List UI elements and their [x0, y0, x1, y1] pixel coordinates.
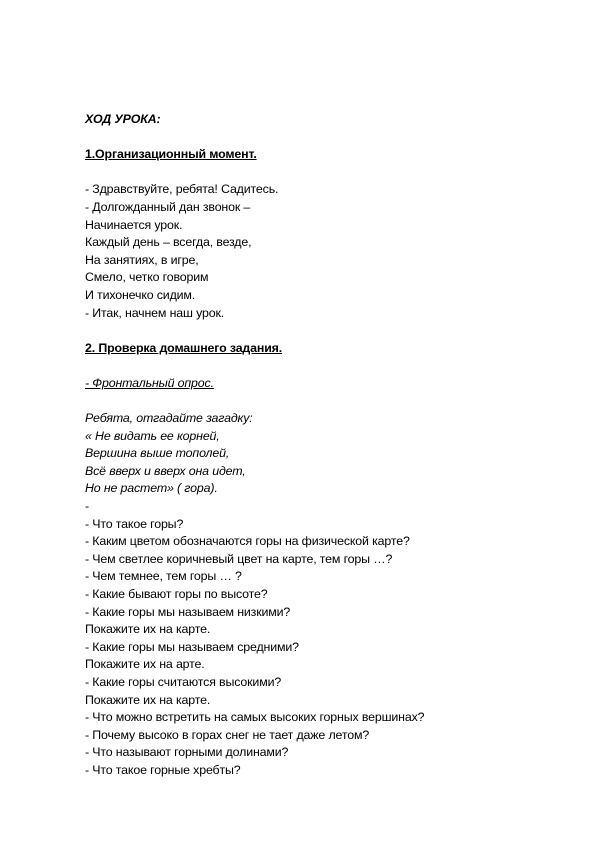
- document-page: [85, 111, 545, 780]
- text-line: - Долгожданный дан звонок –: [85, 199, 251, 214]
- section-2-subheading: - Фронтальный опрос.: [85, 375, 214, 390]
- text-line: Начинается урок.: [85, 217, 183, 232]
- page-title: ХОД УРОКА:: [85, 112, 161, 126]
- separator-dash: -: [85, 499, 89, 514]
- question-line: - Что можно встретить на самых высоких горных вершинах?: [85, 710, 425, 725]
- riddle-line: Вершина выше тополей,: [85, 446, 230, 461]
- section-2-heading: 2. Проверка домашнего задания.: [85, 340, 283, 355]
- question-line: Покажите их на карте.: [85, 692, 211, 707]
- section-1-heading: 1.Организационный момент.: [85, 147, 257, 162]
- spacer: [85, 393, 545, 411]
- riddle-line: Ребята, отгадайте загадку:: [85, 411, 253, 426]
- question-line: - Чем светлее коричневый цвет на карте, тем горы …?: [85, 551, 393, 566]
- question-line: - Какие горы мы называем средними?: [85, 639, 299, 654]
- question-line: Покажите их на карте.: [85, 622, 211, 637]
- riddle-line: Всё вверх и вверх она идет,: [85, 463, 246, 478]
- text-line: И тихонечко сидим.: [85, 287, 196, 302]
- text-line: Каждый день – всегда, везде,: [85, 235, 252, 250]
- question-line: - Какие бывают горы по высоте?: [85, 587, 268, 602]
- riddle: [85, 410, 545, 498]
- question-line: - Что такое горы?: [85, 516, 184, 531]
- text-line: Смело, четко говорим: [85, 270, 209, 285]
- greeting-poem: [85, 181, 545, 322]
- question-line: - Каким цветом обозначаются горы на физической карте?: [85, 534, 410, 549]
- text-line: - Итак, начнем наш урок.: [85, 305, 225, 320]
- question-line: - Чем темнее, тем горы … ?: [85, 569, 242, 584]
- text-line: На занятиях, в игре,: [85, 252, 199, 267]
- question-list: [85, 516, 545, 780]
- riddle-line: Но не растет» ( гора).: [85, 481, 218, 496]
- question-line: - Почему высоко в горах снег не тает даже летом?: [85, 727, 370, 742]
- spacer: [85, 164, 545, 182]
- question-line: - Какие горы считаются высокими?: [85, 675, 282, 689]
- riddle-line: « Не видать ее корней,: [85, 428, 220, 443]
- question-line: - Какие горы мы называем низкими?: [85, 604, 291, 619]
- spacer: [85, 129, 545, 147]
- question-line: - Что называют горными долинами?: [85, 745, 289, 760]
- question-line: Покажите их на арте.: [85, 657, 205, 672]
- spacer: [85, 357, 545, 375]
- text-line: - Здравствуйте, ребята! Садитесь.: [85, 182, 279, 197]
- question-line: - Что такое горные хребты?: [85, 762, 241, 777]
- spacer: [85, 322, 545, 340]
